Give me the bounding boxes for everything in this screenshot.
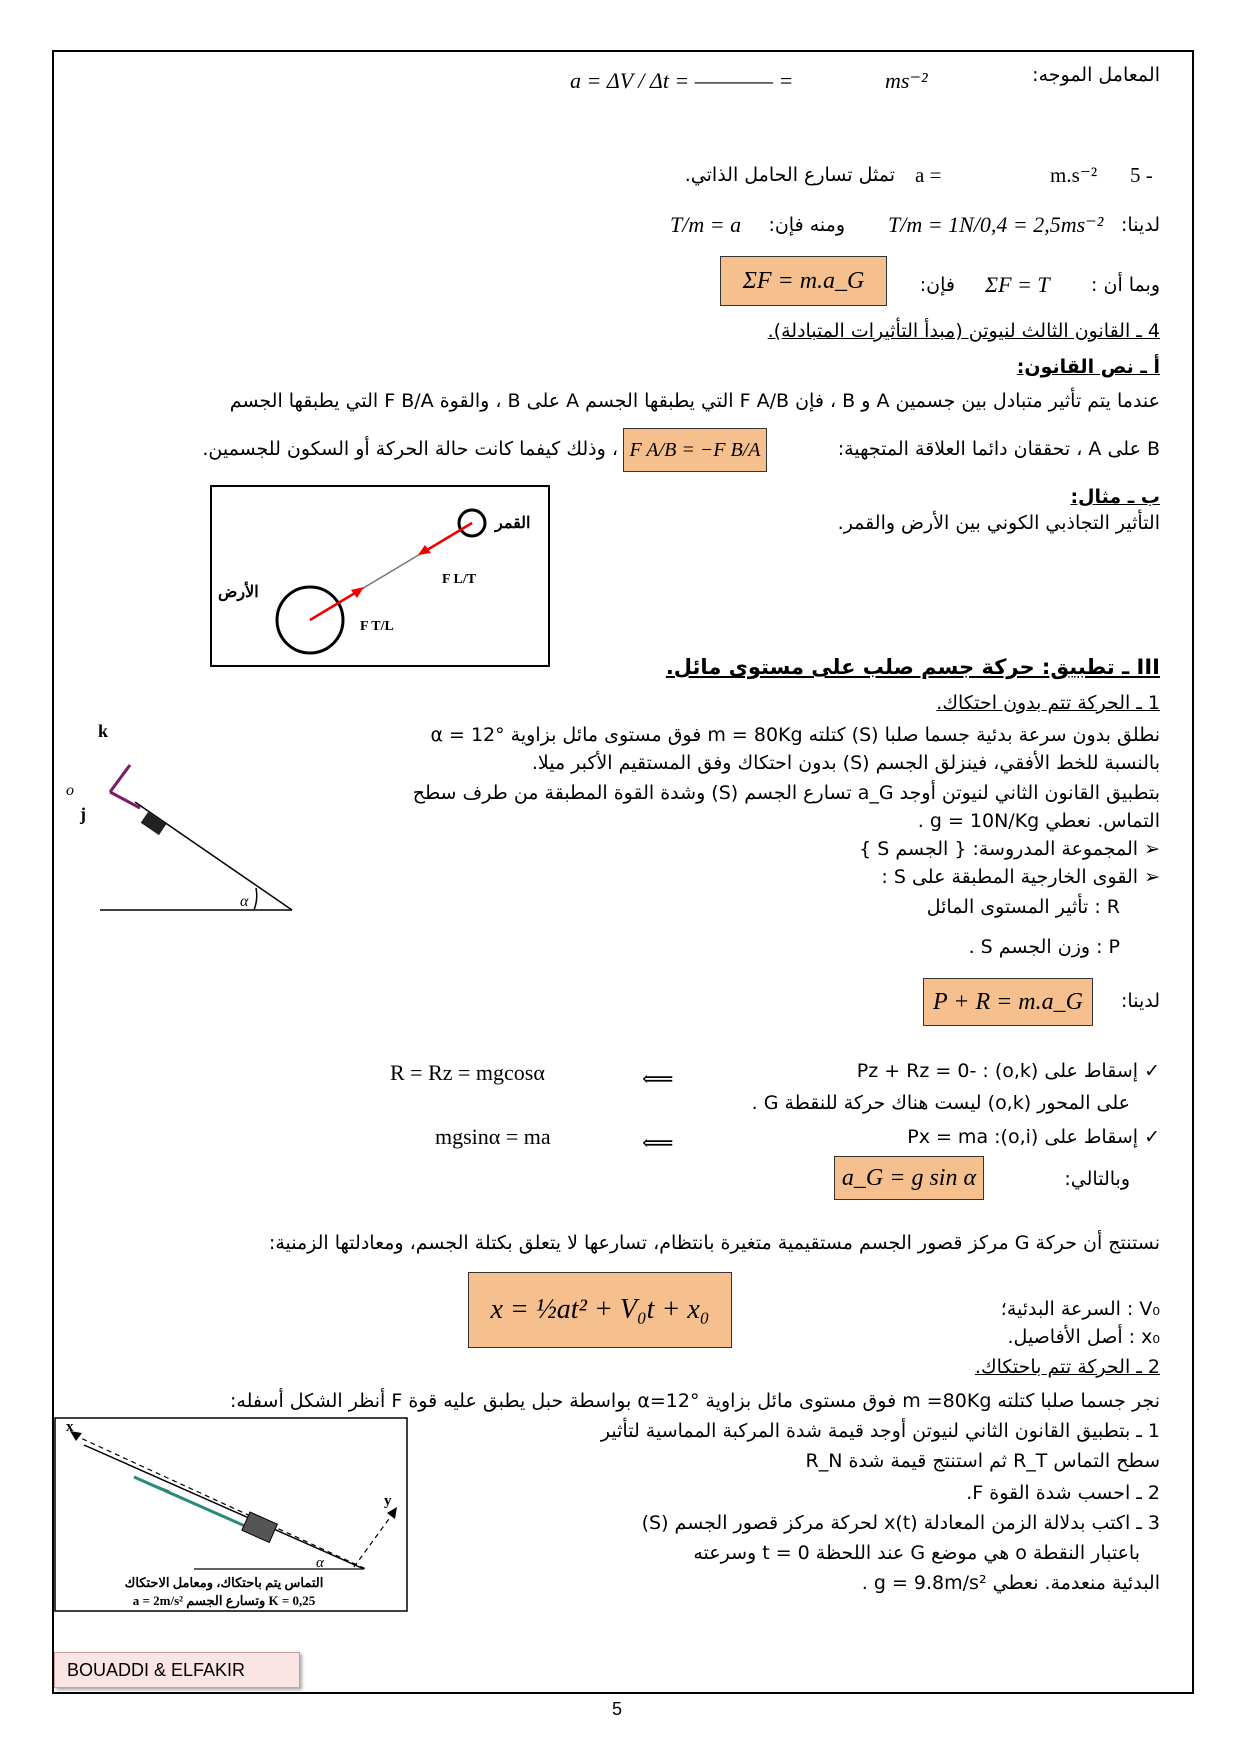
item5-fa-inna: فإن: bbox=[919, 274, 955, 296]
friction-q3a: 3 ـ اكتب بدلالة الزمن المعادلة x(t) لحركة مركز قصور الجسم (S) bbox=[641, 1512, 1160, 1534]
x0-definition: x₀ : أصل الأفاصيل. bbox=[1007, 1326, 1160, 1348]
friction-q2: 2 ـ احسب شدة القوة F. bbox=[966, 1482, 1160, 1504]
newton2-boxed-formula: ΣF = m.a_G bbox=[720, 256, 887, 306]
incline-friction-figure bbox=[54, 1417, 408, 1612]
newton3-heading: 4 ـ القانون الثالث لنيوتن (مبدأ التأثيرات المتبادلة). bbox=[767, 320, 1160, 342]
newton3-line1: عندما يتم تأثير متبادل بين جسمين A و B ، فإن F A/B التي يطبقها الجسم A على B ، والقوة F B/A التي يطبقها الجسم bbox=[229, 390, 1160, 412]
newton3-statement-heading: أ ـ نص القانون: bbox=[1016, 356, 1160, 378]
f-l-t-label: F L/T bbox=[442, 572, 477, 587]
item5-wabima: وبما أن : bbox=[1091, 274, 1160, 296]
coef-formula: a = ΔV / Δt = ———— = bbox=[570, 68, 794, 93]
section3-p2: بالنسبة للخط الأفقي، فينزلق الجسم (S) بدون احتكاك وفق المستقيم الأكبر ميلا. bbox=[531, 752, 1160, 774]
bullet-forces: ➢ القوى الخارجية المطبقة على S : bbox=[881, 866, 1160, 888]
earth-label: الأرض bbox=[218, 584, 259, 601]
y-axis-label: y bbox=[384, 1493, 392, 1509]
item5-ladayna: لدينا: bbox=[1121, 214, 1160, 236]
newton3-line2-end: ، وذلك كيفما كانت حالة الحركة أو السكون للجسمين. bbox=[202, 438, 618, 460]
acceleration-boxed: a_G = g sin α bbox=[834, 1156, 984, 1200]
figure-border bbox=[211, 486, 549, 666]
o-label: o bbox=[66, 782, 74, 799]
k-label: k bbox=[98, 721, 109, 741]
newton3-boxed-formula: F A/B = −F B/A bbox=[623, 428, 767, 472]
friction-q3b: باعتبار النقطة o هي موضع G عند اللحظة t = 0 وسرعته bbox=[693, 1542, 1140, 1564]
coef-unit: ms⁻² bbox=[885, 68, 928, 93]
coef-label: المعامل الموجه: bbox=[1032, 64, 1160, 86]
f-t-l-label: F T/L bbox=[360, 619, 394, 634]
time-equation-boxed: x = ½at² + V₀t + x₀ bbox=[468, 1272, 732, 1348]
item5-text: تمثل تسارع الحامل الذاتي. bbox=[684, 164, 895, 186]
item5-ratio: T/m = 1N/0,4 = 2,5ms⁻² bbox=[888, 212, 1104, 237]
section3-ladayna: لدينا: bbox=[1121, 990, 1160, 1012]
section3-sub1: 1 ـ الحركة تتم بدون احتكاك. bbox=[936, 692, 1160, 714]
newton3-line2: B على A ، تحققان دائما العلاقة المتجهية: bbox=[837, 438, 1160, 460]
item5-sum-f-t: ΣF = T bbox=[985, 272, 1050, 297]
bullet-system: ➢ المجموعة المدروسة: { الجسم S } bbox=[859, 838, 1160, 860]
friction-p1: نجر جسما صلبا كتلته m =80Kg فوق مستوى مائل بزاوية α=12° بواسطة حبل يطبق عليه قوة F أنظر الشكل أسفله: bbox=[230, 1390, 1160, 1412]
force-r: R : تأثير المستوى المائل bbox=[926, 896, 1120, 918]
newton3-example-text: التأثير التجاذبي الكوني بين الأرض والقمر. bbox=[837, 512, 1160, 534]
x-axis-label: x bbox=[66, 1419, 74, 1435]
friction-q1a: 1 ـ بتطبيق القانون الثاني لنيوتن أوجد قيمة شدة المركبة المماسية لتأثير bbox=[600, 1420, 1160, 1442]
implies-arrow-2: ⟸ bbox=[642, 1130, 674, 1155]
force-p: P : وزن الجسم S . bbox=[968, 936, 1120, 958]
projection-i: ✓ إسقاط على (o,i): Px = ma bbox=[907, 1126, 1160, 1148]
alpha-label: α bbox=[316, 1555, 324, 1571]
newton2-incline-boxed: P + R = m.a_G bbox=[923, 978, 1093, 1026]
item5-t-over-m: T/m = a bbox=[670, 212, 742, 237]
alpha-label: α bbox=[240, 893, 249, 910]
section3-p1: نطلق بدون سرعة بدئية جسما صلبا (S) كتلته m = 80Kg فوق مستوى مائل بزاوية α = 12° bbox=[430, 724, 1160, 746]
item5-eq: a = bbox=[915, 163, 942, 187]
j-vector bbox=[110, 792, 140, 808]
item5-wa-minhu: ومنه فإن: bbox=[768, 214, 845, 236]
j-label: j bbox=[80, 804, 86, 824]
v0-definition: V₀ : السرعة البدئية؛ bbox=[1000, 1298, 1160, 1320]
incline-no-friction-figure bbox=[60, 710, 300, 925]
friction-sub2: 2 ـ الحركة تتم باحتكاك. bbox=[974, 1356, 1160, 1378]
section3-wabittali: وبالتالي: bbox=[1064, 1168, 1130, 1190]
section3-p4: التماس. نعطي g = 10N/Kg . bbox=[917, 810, 1160, 832]
item5-number: 5 - bbox=[1130, 163, 1153, 187]
section3-heading: III ـ تطبيق: حركة جسم صلب على مستوى مائل. bbox=[665, 655, 1160, 679]
incline-slope bbox=[135, 802, 292, 910]
section3-conclusion: نستنتج أن حركة G مركز قصور الجسم مستقيمية متغيرة بانتظام، تسارعها لا يتعلق بكتلة الجسم، ومعادلتها الزمنية: bbox=[268, 1232, 1160, 1254]
friction-q1b: سطح التماس R_T ثم استنتج قيمة شدة R_N bbox=[805, 1450, 1160, 1472]
projection-k: ✓ إسقاط على (o,k) : -Pz + Rz = 0 bbox=[856, 1060, 1160, 1082]
figure-caption-2: a = 2m/s² وتسارع الجسم K = 0,25 bbox=[132, 1593, 316, 1608]
friction-q3c: البدئية منعدمة. نعطي g = 9.8m/s² . bbox=[861, 1572, 1160, 1594]
projection-k-result: R = Rz = mgcosα bbox=[390, 1060, 545, 1085]
item5-unit: m.s⁻² bbox=[1050, 163, 1098, 187]
projection-i-result: mgsinα = ma bbox=[435, 1124, 551, 1149]
projection-k-note: على المحور (o,k) ليست هناك حركة للنقطة G . bbox=[751, 1092, 1130, 1114]
page-number: 5 bbox=[612, 1699, 623, 1719]
implies-arrow-1: ⟸ bbox=[642, 1066, 674, 1091]
alpha-arc bbox=[254, 888, 257, 910]
section3-p3: بتطبيق القانون الثاني لنيوتن أوجد a_G تسارع الجسم (S) وشدة القوة المطبقة من طرف سطح bbox=[412, 782, 1160, 804]
figure-caption-1: التماس يتم باحتكاك، ومعامل الاحتكاك bbox=[124, 1575, 324, 1590]
moon-label: القمر bbox=[495, 515, 531, 532]
earth-moon-figure bbox=[210, 485, 550, 667]
authors-tag: BOUADDI & ELFAKIR bbox=[54, 1652, 300, 1688]
newton3-example-heading: ب ـ مثال: bbox=[1070, 486, 1160, 508]
k-vector bbox=[110, 765, 130, 792]
